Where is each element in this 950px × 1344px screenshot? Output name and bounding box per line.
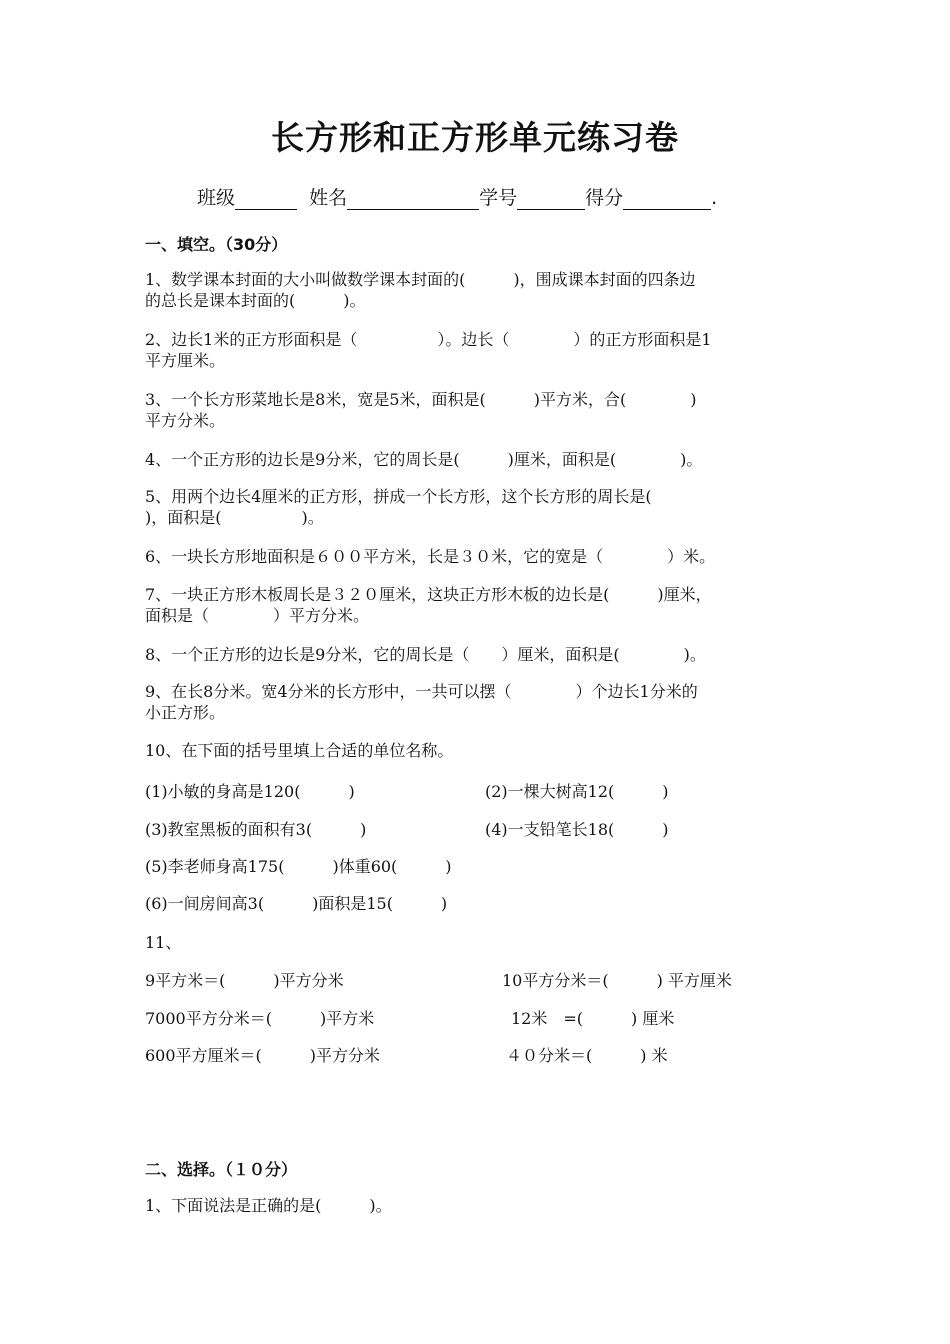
conversion-right: ４０分米＝( ) 米 xyxy=(506,1046,668,1065)
conversion-left: 600平方厘米＝( )平方分米 xyxy=(145,1046,381,1065)
question-text: 平方厘米。 xyxy=(145,351,226,370)
question-8 xyxy=(145,644,825,665)
question-text: 1、数学课本封面的大小叫做数学课本封面的( )，围成课本封面的四条边 xyxy=(145,270,696,289)
unit-item-5: (5)李老师身高175( )体重60( ) xyxy=(145,857,452,876)
question-text: 7、一块正方形木板周长是３２０厘米，这块正方形木板的边长是( )厘米， xyxy=(145,585,712,604)
question-1 xyxy=(145,269,825,311)
question-5 xyxy=(145,486,825,528)
unit-item-4: (4)一支铅笔长18( ) xyxy=(485,820,669,839)
question-text: 的总长是课本封面的( )。 xyxy=(145,291,366,310)
score-blank xyxy=(623,187,711,210)
question-text: 8、一个正方形的边长是9分米，它的周长是（ ）厘米，面积是( )。 xyxy=(145,645,706,664)
choice-question-1 xyxy=(145,1195,825,1216)
name-label: 姓名 xyxy=(309,187,348,209)
question-4 xyxy=(145,449,825,470)
question-11-label: 11、 xyxy=(145,933,182,952)
number-blank xyxy=(517,187,585,210)
end-mark: . xyxy=(711,187,718,209)
question-text: 1、下面说法是正确的是( )。 xyxy=(145,1196,392,1215)
name-blank xyxy=(347,187,479,210)
question-6 xyxy=(145,546,825,567)
class-label: 班级 xyxy=(197,187,236,209)
question-text: )，面积是( )。 xyxy=(145,508,324,527)
question-text: 小正方形。 xyxy=(145,703,226,722)
section-1-heading: 一、填空。（30分） xyxy=(145,235,288,254)
unit-item-2: (2)一棵大树高12( ) xyxy=(485,782,669,801)
question-text: 面积是（ ）平方分米。 xyxy=(145,606,370,625)
unit-item-3: (3)教室黑板的面积有3( ) xyxy=(145,820,367,839)
question-text: 10、在下面的括号里填上合适的单位名称。 xyxy=(145,741,454,760)
section-2-heading: 二、选择。（１０分） xyxy=(145,1160,298,1179)
number-label: 学号 xyxy=(479,187,518,209)
question-text: 9、在长8分米。宽4分米的长方形中，一共可以摆（ ）个边长1分米的 xyxy=(145,682,698,701)
question-text: 2、边长1米的正方形面积是（ ）。边长（ ）的正方形面积是1 xyxy=(145,330,712,349)
unit-item-6: (6)一间房间高3( )面积是15( ) xyxy=(145,894,448,913)
question-text: 4、一个正方形的边长是9分米，它的周长是( )厘米，面积是( )。 xyxy=(145,450,703,469)
page-title: 长方形和正方形单元练习卷 xyxy=(271,118,679,157)
question-text: 3、一个长方形菜地长是8米，宽是5米，面积是( )平方米，合( ) xyxy=(145,390,697,409)
question-7 xyxy=(145,584,825,626)
score-label: 得分 xyxy=(585,187,624,209)
question-3 xyxy=(145,389,825,431)
student-info-line xyxy=(197,183,717,210)
unit-item-1: (1)小敏的身高是120( ) xyxy=(145,782,355,801)
question-2 xyxy=(145,329,825,371)
conversion-left: 9平方米＝( )平方分米 xyxy=(145,971,344,990)
question-text: 6、一块长方形地面积是６００平方米，长是３０米，它的宽是（ ）米。 xyxy=(145,547,716,566)
question-9 xyxy=(145,681,825,723)
conversion-left: 7000平方分米＝( )平方米 xyxy=(145,1009,375,1028)
question-text: 5、用两个边长4厘米的正方形，拼成一个长方形，这个长方形的周长是( xyxy=(145,487,652,506)
conversion-right: 12米 =( ) 厘米 xyxy=(511,1009,675,1028)
question-text: 平方分米。 xyxy=(145,411,226,430)
question-10 xyxy=(145,740,825,761)
class-blank xyxy=(235,187,297,210)
conversion-right: 10平方分米＝( ) 平方厘米 xyxy=(502,971,732,990)
